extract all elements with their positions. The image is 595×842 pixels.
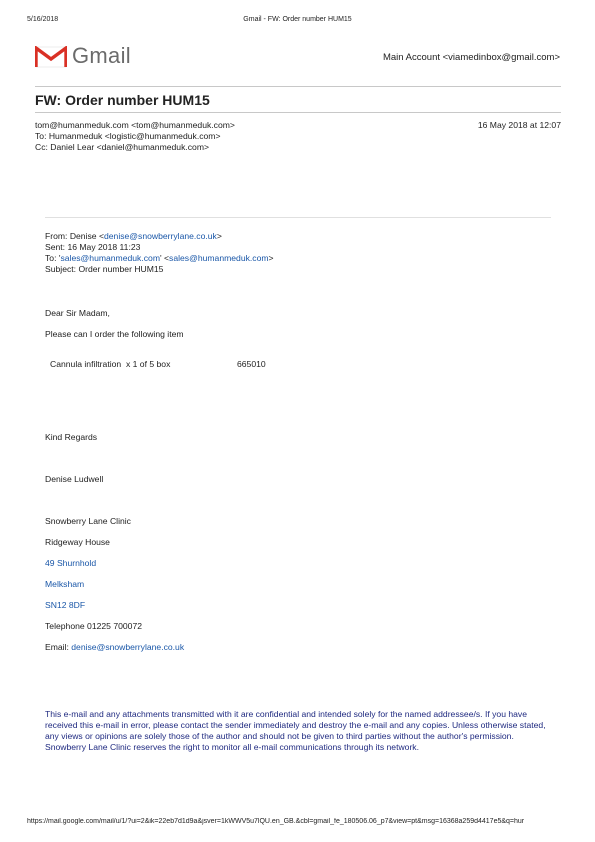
order-item-code: 665010 (237, 359, 266, 369)
message-date: 16 May 2018 at 12:07 (477, 120, 561, 130)
print-title: Gmail - FW: Order number HUM15 (243, 16, 352, 23)
forwarded-from: From: Denise <denise@snowberrylane.co.uk> (45, 231, 222, 241)
address-house: Ridgeway House (45, 537, 110, 547)
forwarded-header (45, 231, 274, 275)
order-item: Cannula infiltration x 1 of 5 box (50, 359, 171, 369)
signature-email: Email: denise@snowberrylane.co.uk (45, 642, 185, 652)
address-postcode-link[interactable]: SN12 8DF (45, 600, 86, 610)
subject-divider (35, 112, 561, 113)
sender: tom@humanmeduk.com <tom@humanmeduk.com> (35, 120, 235, 130)
forwarded-to-email-link-2[interactable]: sales@humanmeduk.com (169, 253, 269, 263)
account-label: Main Account <viamedinbox@gmail.com> (382, 52, 560, 63)
telephone: Telephone 01225 700072 (45, 621, 143, 631)
quote-divider (45, 217, 551, 218)
forwarded-subject: Subject: Order number HUM15 (45, 264, 164, 274)
print-date: 5/16/2018 (27, 16, 59, 23)
request-line: Please can I order the following item (45, 329, 184, 339)
disclaimer: This e-mail and any attachments transmitted with it are confidential and intended solely for the named addressee/s. If you have received this e-mail in error, please contact the sender immediately and destroy the e-mail and any copies. Unless otherwise stated, any views or opinions are solely those of the author and should not be given to third parties without the author's permission. Snowberry Lane Clinic reserves the right to monitor all e-mail communications through its network. (45, 709, 546, 752)
header-divider (35, 86, 561, 87)
recipient-to: To: Humanmeduk <logistic@humanmeduk.com> (35, 131, 221, 141)
print-url: https://mail.google.com/mail/u/1/?ui=2&ik=22eb7d1d9a&jsver=1kWWV5u7lQU.en_GB.&cbl=gmail_fe_180506.06_p7&view=pt&msg=16368a259d4417e5&q=hur (27, 818, 525, 825)
signature-email-link[interactable]: denise@snowberrylane.co.uk (71, 642, 185, 652)
clinic-name: Snowberry Lane Clinic (45, 516, 131, 526)
forwarded-to: To: 'sales@humanmeduk.com' <sales@humanmeduk.com> (45, 253, 274, 263)
address-town-link[interactable]: Melksham (45, 579, 85, 589)
closing: Kind Regards (45, 432, 98, 442)
gmail-logo-icon (35, 46, 67, 68)
forwarded-to-email-link-1[interactable]: sales@humanmeduk.com (60, 253, 160, 263)
gmail-logo-text: Gmail (72, 43, 131, 68)
forwarded-sent: Sent: 16 May 2018 11:23 (45, 242, 141, 252)
greeting: Dear Sir Madam, (45, 308, 110, 318)
address-street-link[interactable]: 49 Shurnhold (45, 558, 97, 568)
sender-name: Denise Ludwell (45, 474, 104, 484)
recipient-cc: Cc: Daniel Lear <daniel@humanmeduk.com> (35, 142, 210, 152)
forwarded-from-email-link[interactable]: denise@snowberrylane.co.uk (103, 231, 217, 241)
email-subject: FW: Order number HUM15 (35, 92, 210, 108)
